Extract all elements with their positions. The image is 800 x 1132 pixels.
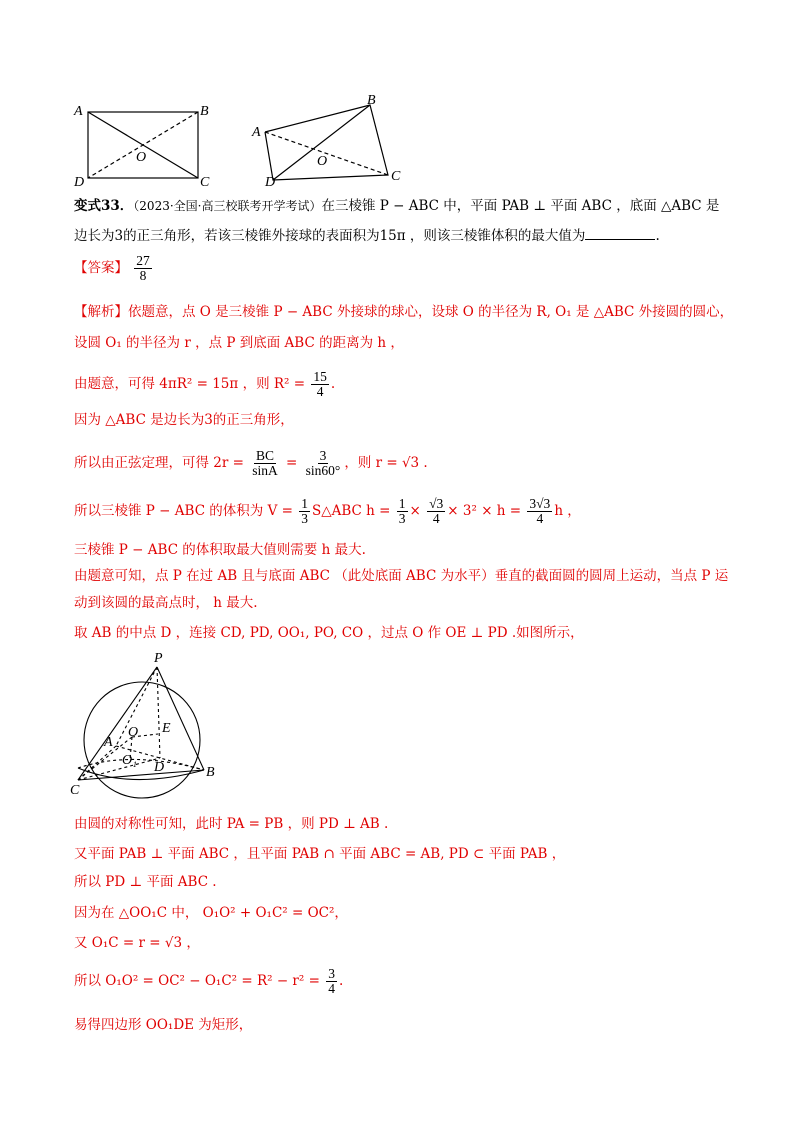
answer-line bbox=[74, 254, 154, 283]
edge-pc bbox=[78, 667, 157, 780]
answer-label: 【答案】 bbox=[74, 260, 128, 276]
sphere-label-o1: O₁ bbox=[122, 753, 137, 768]
edge-pb bbox=[157, 667, 204, 770]
solution-line-14: 因为在 △OO₁C 中， O₁O² + O₁C² = OC²， bbox=[74, 905, 348, 921]
answer-fraction: $\frac{27}{8}$ bbox=[136, 253, 150, 283]
sphere-label-e: E bbox=[162, 721, 171, 736]
problem-number: 变式33． bbox=[74, 198, 134, 214]
answer-blank bbox=[585, 227, 655, 240]
solution-line-13: 所以 PD ⊥ 平面 ABC . bbox=[74, 874, 217, 890]
solution-line-15: 又 O₁C = r = √3 ， bbox=[74, 935, 200, 951]
sphere-label-o: O bbox=[128, 725, 139, 740]
solution-line-3: 由题意，可得 4πR² = 15π ，则 R² = $\frac{15}{4}$ . bbox=[74, 369, 336, 399]
solution-line-7: 三棱锥 P − ABC 的体积取最大值则需要 h 最大. bbox=[74, 542, 366, 558]
solution-line-12: 又平面 PAB ⊥ 平面 ABC ，且平面 PAB ∩ 平面 ABC = AB, PD ⊂ 平面 PAB ， bbox=[74, 846, 566, 862]
label-d: D bbox=[265, 175, 276, 190]
problem-text-2: 边长为3的正三角形，若该三棱锥外接球的表面积为15π ，则该三棱锥体积的最大值为 bbox=[74, 228, 586, 244]
label-o: O bbox=[136, 150, 147, 165]
label-b: B bbox=[200, 104, 209, 119]
solution-line-1: 【解析】依题意，点 O 是三棱锥 P − ABC 外接球的球心，设球 O 的半径为 R, O₁ 是 △ABC 外接圆的圆心， bbox=[74, 304, 734, 320]
problem-text-1: 在三棱锥 P − ABC 中，平面 PAB ⊥ 平面 ABC ，底面 △ABC 是 bbox=[321, 198, 720, 214]
sphere-outline bbox=[84, 682, 200, 798]
figure-rectangle bbox=[60, 95, 220, 195]
solution-line-8: 由题意可知，点 P 在过 AB 且与底面 ABC （此处底面 ABC 为水平）垂直的截面圆的圆周上运动，当点 P 运 bbox=[74, 568, 729, 584]
problem-line-2: 边长为3的正三角形，若该三棱锥外接球的表面积为15π ，则该三棱锥体积的最大值为 . bbox=[74, 228, 660, 244]
label-a: A bbox=[74, 104, 83, 119]
label-b: B bbox=[367, 93, 376, 108]
sphere-label-d: D bbox=[154, 760, 165, 775]
solution-line-17: 易得四边形 OO₁DE 为矩形， bbox=[74, 1017, 253, 1033]
label-c: C bbox=[391, 169, 401, 184]
solution-line-4: 因为 △ABC 是边长为3的正三角形， bbox=[74, 412, 294, 428]
solution-line-6: 所以三棱锥 P − ABC 的体积为 V = $\frac{1}{3}$ S△ABC h = $\frac{1}{3}$ × $\frac{√3}{4}$ × 3² × h = $\frac{3√3}{4}$ h ， bbox=[74, 496, 581, 526]
solution-label: 【解析】 bbox=[74, 304, 128, 320]
sphere-label-a: A bbox=[104, 735, 113, 750]
solution-line-16: 所以 O₁O² = OC² − O₁C² = R² − r² = $\frac{3}{4}$ . bbox=[74, 966, 344, 996]
figure-sphere bbox=[62, 640, 232, 800]
label-a: A bbox=[252, 125, 261, 140]
label-d: D bbox=[74, 175, 85, 190]
segment-pd bbox=[157, 667, 160, 758]
label-o: O bbox=[317, 154, 328, 169]
label-c: C bbox=[200, 175, 210, 190]
sphere-label-p: P bbox=[154, 651, 163, 666]
base-circle-front bbox=[78, 768, 204, 780]
figure-folded bbox=[245, 92, 415, 192]
problem-line-1 bbox=[74, 197, 719, 215]
sphere-label-b: B bbox=[206, 765, 215, 780]
problem-source: （2023·全国·高三校联考开学考试） bbox=[133, 199, 322, 213]
solution-line-2: 设圆 O₁ 的半径为 r ，点 P 到底面 ABC 的距离为 h ， bbox=[74, 335, 404, 351]
solution-line-9: 动到该圆的最高点时， h 最大. bbox=[74, 595, 258, 611]
solution-line-5: 所以由正弦定理，可得 2r = $\frac{BC}{\sin A}$ = $\frac{3}{\sin 60^\circ}$ ，则 r = √3 . bbox=[74, 448, 428, 478]
solution-line-10: 取 AB 的中点 D ，连接 CD, PD, OO₁, PO, CO ，过点 O 作 OE ⊥ PD .如图所示， bbox=[74, 625, 584, 641]
sphere-label-c: C bbox=[70, 783, 80, 798]
solution-line-11: 由圆的对称性可知，此时 PA = PB ，则 PD ⊥ AB . bbox=[74, 816, 389, 832]
